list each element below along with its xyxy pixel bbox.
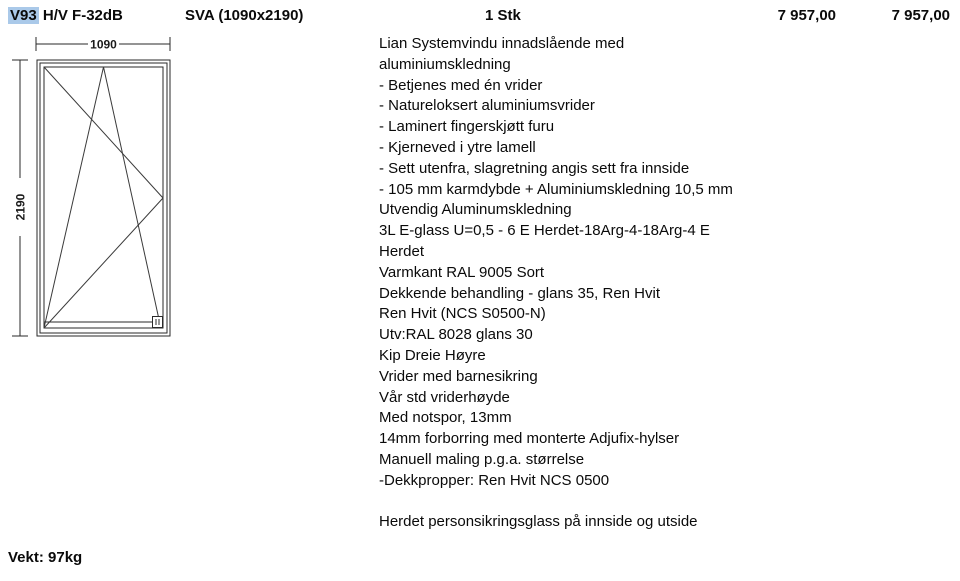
- spec-line: - Kjerneved i ytre lamell: [379, 138, 536, 156]
- spec-line: -Dekkpropper: Ren Hvit NCS 0500: [379, 471, 610, 489]
- spec-line: - Laminert fingerskjøtt furu: [379, 118, 555, 136]
- spec-line: Utv:RAL 8028 glans 30: [379, 326, 533, 344]
- width-dimension: [36, 37, 170, 52]
- window-frame: [37, 60, 170, 336]
- spec-line: Dekkende behandling - glans 35, Ren Hvit: [379, 284, 661, 302]
- spec-line: aluminiumskledning: [379, 55, 511, 73]
- width-dimension-label: 1090: [90, 37, 117, 52]
- item-header: [8, 7, 123, 24]
- spec-line: Vår std vriderhøyde: [379, 388, 510, 406]
- handle-fitting: [153, 317, 163, 328]
- spec-line: - Natureloksert aluminiumsvrider: [379, 97, 595, 115]
- height-dimension-label: 2190: [13, 193, 28, 221]
- spec-line: 3L E-glass U=0,5 - 6 E Herdet-18Arg-4-18Arg-4 E: [379, 222, 710, 240]
- item-id-highlighted: V93: [10, 7, 37, 24]
- spec-line: 14mm forborring med monterte Adjufix-hylser: [379, 430, 680, 448]
- spec-line: Lian Systemvindu innadslående med: [379, 35, 625, 52]
- spec-line: Med notspor, 13mm: [379, 409, 512, 427]
- spec-line: Manuell maling p.g.a. størrelse: [379, 450, 585, 468]
- item-quantity: 1 Stk: [485, 7, 521, 24]
- spec-line: Utvendig Aluminumskledning: [379, 201, 572, 219]
- item-unit-price: 7 957,00: [777, 7, 836, 24]
- spec-line: Kip Dreie Høyre: [379, 346, 486, 364]
- item-name: H/V F-32dB: [42, 7, 123, 24]
- spec-line: [379, 492, 733, 513]
- height-dimension: [12, 60, 28, 336]
- spec-text: [379, 34, 733, 533]
- spec-line: Herdet: [379, 242, 425, 260]
- spec-line: - 105 mm karmdybde + Aluminiumskledning 10,5 mm: [379, 180, 733, 198]
- spec-line: - Sett utenfra, slagretning angis sett fra innside: [379, 159, 690, 177]
- item-total-price: 7 957,00: [891, 7, 950, 24]
- spec-line: Herdet personsikringsglass på innside og utside: [379, 513, 698, 531]
- weight-label: Vekt: 97kg: [8, 549, 83, 566]
- spec-line: - Betjenes med én vrider: [379, 76, 543, 94]
- window-drawing: [0, 28, 200, 348]
- spec-line: Vrider med barnesikring: [379, 367, 538, 385]
- item-model: SVA (1090x2190): [185, 7, 304, 24]
- opening-symbols: [44, 67, 163, 328]
- spec-line: Ren Hvit (NCS S0500-N): [379, 305, 546, 323]
- spec-line: Varmkant RAL 9005 Sort: [379, 263, 545, 281]
